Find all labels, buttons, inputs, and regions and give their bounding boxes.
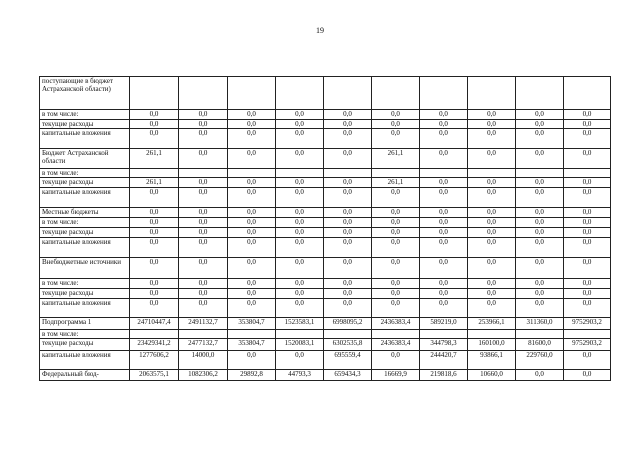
table-cell: 0,0 [564,289,611,299]
table-cell [179,77,228,110]
table-cell: 0,0 [516,299,564,318]
table-cell: 0,0 [372,258,420,279]
table-cell: 0,0 [179,110,228,120]
row-label: Подпрограмма 1 [40,318,130,330]
table-cell: 0,0 [564,208,611,218]
table-cell: 0,0 [372,299,420,318]
table-cell: 0,0 [372,228,420,238]
table-cell: 0,0 [420,208,468,218]
table-cell: 0,0 [228,120,276,129]
table-cell [179,330,228,339]
table-cell: 0,0 [420,129,468,149]
table-cell: 0,0 [468,238,516,258]
table-cell: 0,0 [228,238,276,258]
table-cell [468,330,516,339]
table-cell: 0,0 [228,178,276,188]
table-cell: 0,0 [420,289,468,299]
table-row [40,370,611,381]
table-cell: 0,0 [276,120,324,129]
table-row [40,279,611,289]
table-cell: 0,0 [130,299,179,318]
table-cell: 0,0 [179,279,228,289]
table-cell: 2436383,4 [372,318,420,330]
table-cell: 0,0 [468,188,516,208]
table-cell: 0,0 [276,258,324,279]
row-label: Местные бюджеты [40,208,130,218]
table-cell: 229760,0 [516,351,564,370]
table-cell: 0,0 [130,129,179,149]
table-row [40,178,611,188]
table-cell: 0,0 [228,218,276,228]
table-cell: 0,0 [130,218,179,228]
table-cell: 0,0 [420,299,468,318]
table-cell: 0,0 [324,178,372,188]
table-row [40,169,611,178]
table-cell: 0,0 [179,120,228,129]
row-label: в том числе: [40,169,130,178]
table-cell: 0,0 [420,258,468,279]
table-cell: 2063575,1 [130,370,179,381]
row-label: в том числе: [40,218,130,228]
row-label: в том числе: [40,330,130,339]
table-cell: 0,0 [564,351,611,370]
table-cell [372,330,420,339]
table-cell: 0,0 [179,188,228,208]
budget-table [39,76,611,381]
table-cell: 9752903,2 [564,339,611,351]
table-cell [372,169,420,178]
table-cell: 0,0 [516,289,564,299]
table-row [40,228,611,238]
table-cell: 0,0 [420,279,468,289]
table-row [40,238,611,258]
table-cell: 0,0 [324,120,372,129]
table-cell: 0,0 [468,208,516,218]
table-cell: 0,0 [130,188,179,208]
table-cell: 0,0 [324,299,372,318]
table-cell: 0,0 [516,228,564,238]
table-cell: 0,0 [276,129,324,149]
table-cell [468,169,516,178]
row-label: текущие расходы [40,228,130,238]
table-cell: 0,0 [228,351,276,370]
table-cell: 0,0 [179,149,228,169]
table-cell: 0,0 [276,279,324,289]
table-cell: 0,0 [564,299,611,318]
table-cell [179,169,228,178]
table-cell: 0,0 [276,188,324,208]
table-cell: 311360,0 [516,318,564,330]
table-row [40,330,611,339]
table-cell: 0,0 [516,279,564,289]
table-cell: 0,0 [276,299,324,318]
table-cell [564,330,611,339]
table-cell: 0,0 [276,351,324,370]
table-body [40,77,611,381]
table-cell: 0,0 [324,228,372,238]
row-label: поступающие в бюджет Астраханской области) [40,77,130,110]
table-cell: 0,0 [516,238,564,258]
table-cell: 0,0 [468,178,516,188]
table-cell: 0,0 [516,129,564,149]
table-cell [130,330,179,339]
table-cell: 0,0 [420,188,468,208]
table-row [40,120,611,129]
table-cell: 695559,4 [324,351,372,370]
table-cell: 0,0 [130,238,179,258]
row-label: Федеральный бюд- [40,370,130,381]
table-row [40,318,611,330]
table-cell: 0,0 [372,120,420,129]
table-cell: 0,0 [276,178,324,188]
table-cell: 0,0 [516,258,564,279]
table-cell: 0,0 [324,129,372,149]
table-cell: 0,0 [130,258,179,279]
table-cell: 14000,0 [179,351,228,370]
table-cell: 1520083,1 [276,339,324,351]
table-cell: 0,0 [372,129,420,149]
table-cell: 0,0 [564,370,611,381]
table-row [40,351,611,370]
table-cell: 2477132,7 [179,339,228,351]
table-cell: 0,0 [420,110,468,120]
table-cell: 0,0 [130,208,179,218]
table-cell: 0,0 [276,110,324,120]
table-cell: 261,1 [372,149,420,169]
table-cell: 0,0 [130,120,179,129]
row-label: текущие расходы [40,120,130,129]
row-label: Внебюджетные источники [40,258,130,279]
table-cell: 0,0 [516,370,564,381]
table-cell: 0,0 [228,208,276,218]
table-cell: 0,0 [372,351,420,370]
table-cell: 0,0 [564,188,611,208]
table-cell: 0,0 [564,129,611,149]
table-cell: 0,0 [516,188,564,208]
table-cell: 0,0 [276,289,324,299]
table-cell: 0,0 [372,218,420,228]
table-cell: 23429341,2 [130,339,179,351]
table-cell: 81600,0 [516,339,564,351]
table-cell [276,330,324,339]
table-cell: 0,0 [468,279,516,289]
table-cell: 0,0 [324,258,372,279]
table-cell: 0,0 [564,258,611,279]
table-cell: 0,0 [372,238,420,258]
table-cell [324,169,372,178]
table-row [40,258,611,279]
table-cell: 0,0 [179,299,228,318]
table-cell: 261,1 [130,178,179,188]
table-cell [516,330,564,339]
table-cell: 0,0 [228,228,276,238]
table-cell [420,169,468,178]
table-cell: 0,0 [372,279,420,289]
table-cell: 0,0 [179,218,228,228]
table-cell [516,169,564,178]
table-cell: 0,0 [420,218,468,228]
table-cell: 0,0 [276,228,324,238]
table-cell: 0,0 [564,149,611,169]
table-cell: 2436383,4 [372,339,420,351]
table-row [40,129,611,149]
table-cell: 93866,1 [468,351,516,370]
table-cell: 0,0 [276,218,324,228]
table-cell: 0,0 [564,279,611,289]
table-cell: 1523583,1 [276,318,324,330]
table-cell: 0,0 [516,110,564,120]
table-cell: 0,0 [324,218,372,228]
table-cell: 261,1 [372,178,420,188]
table-cell: 0,0 [324,110,372,120]
table-cell: 0,0 [564,228,611,238]
table-cell: 219818,6 [420,370,468,381]
table-cell: 244420,7 [420,351,468,370]
row-label: текущие расходы [40,339,130,351]
table-cell: 0,0 [468,289,516,299]
table-cell [420,330,468,339]
table-cell [276,169,324,178]
table-cell: 0,0 [130,289,179,299]
table-cell [324,330,372,339]
table-cell: 0,0 [179,289,228,299]
table-cell: 0,0 [372,188,420,208]
table-cell: 1082306,2 [179,370,228,381]
table-cell: 0,0 [468,218,516,228]
row-label: Бюджет Астраханской области [40,149,130,169]
table-cell: 160100,0 [468,339,516,351]
table-cell: 0,0 [324,208,372,218]
table-cell [564,77,611,110]
table-cell [468,77,516,110]
table-row [40,188,611,208]
page-number: 19 [316,26,324,35]
table-cell: 24710447,4 [130,318,179,330]
table-cell [324,77,372,110]
table-row [40,289,611,299]
table-row [40,299,611,318]
table-cell: 0,0 [324,188,372,208]
table-cell: 10660,0 [468,370,516,381]
row-label: капитальные вложения [40,188,130,208]
table-cell: 0,0 [130,228,179,238]
table-cell: 0,0 [420,228,468,238]
table-cell: 0,0 [516,218,564,228]
row-label: текущие расходы [40,289,130,299]
row-label: капитальные вложения [40,299,130,318]
table-cell: 0,0 [276,208,324,218]
table-cell: 0,0 [228,129,276,149]
table-cell: 0,0 [372,110,420,120]
table-cell: 0,0 [324,289,372,299]
table-row [40,218,611,228]
table-cell: 353804,7 [228,318,276,330]
table-cell: 0,0 [372,289,420,299]
table-cell: 6998095,2 [324,318,372,330]
table-cell: 0,0 [516,178,564,188]
table-cell: 0,0 [372,208,420,218]
table-cell: 0,0 [228,110,276,120]
table-cell: 0,0 [130,279,179,289]
row-label: в том числе: [40,279,130,289]
row-label: в том числе: [40,110,130,120]
table-cell: 0,0 [468,110,516,120]
table-cell: 0,0 [564,238,611,258]
table-cell [228,77,276,110]
table-cell: 1277606,2 [130,351,179,370]
table-cell: 0,0 [468,299,516,318]
table-cell: 0,0 [228,289,276,299]
table-cell: 0,0 [228,258,276,279]
row-label: капитальные вложения [40,351,130,370]
row-label: капитальные вложения [40,129,130,149]
table-cell: 353804,7 [228,339,276,351]
table-cell: 261,1 [130,149,179,169]
table-cell: 16669,9 [372,370,420,381]
table-cell: 0,0 [324,149,372,169]
table-cell: 0,0 [564,120,611,129]
table-cell: 0,0 [564,110,611,120]
table-cell: 9752903,2 [564,318,611,330]
table-cell: 0,0 [130,110,179,120]
table-cell: 0,0 [468,149,516,169]
table-cell: 29892,8 [228,370,276,381]
table-cell: 253966,1 [468,318,516,330]
row-label: текущие расходы [40,178,130,188]
table-cell: 0,0 [324,238,372,258]
table-cell: 0,0 [564,218,611,228]
table-cell: 2491132,7 [179,318,228,330]
table-cell [130,169,179,178]
table-cell: 659434,3 [324,370,372,381]
table-cell: 44793,3 [276,370,324,381]
table-cell: 0,0 [468,120,516,129]
table-row [40,77,611,110]
table-cell [228,169,276,178]
table-cell: 0,0 [564,178,611,188]
table-row [40,110,611,120]
table-cell: 0,0 [420,120,468,129]
table-cell: 0,0 [420,178,468,188]
table-cell [130,77,179,110]
table-cell: 0,0 [468,228,516,238]
table-cell: 0,0 [228,149,276,169]
table-cell: 0,0 [276,149,324,169]
table-cell [276,77,324,110]
table-cell: 0,0 [276,238,324,258]
table-cell: 0,0 [179,258,228,279]
table-cell: 0,0 [420,238,468,258]
table-cell: 0,0 [468,129,516,149]
table-cell: 0,0 [179,228,228,238]
table-cell: 0,0 [516,149,564,169]
table-cell: 0,0 [179,129,228,149]
table-cell: 0,0 [179,178,228,188]
table-cell: 589219,0 [420,318,468,330]
table-cell: 0,0 [516,120,564,129]
table-cell [564,169,611,178]
table-cell: 0,0 [228,299,276,318]
table-cell: 344798,3 [420,339,468,351]
table-row [40,339,611,351]
table-cell: 0,0 [420,149,468,169]
table-cell: 0,0 [468,258,516,279]
table-cell [420,77,468,110]
row-label: капитальные вложения [40,238,130,258]
table-cell: 6302535,8 [324,339,372,351]
table-row [40,149,611,169]
table-cell: 0,0 [179,208,228,218]
table-cell [372,77,420,110]
table-cell [516,77,564,110]
table-cell: 0,0 [179,238,228,258]
table-cell: 0,0 [324,279,372,289]
table-row [40,208,611,218]
table-cell: 0,0 [228,279,276,289]
table-cell: 0,0 [516,208,564,218]
table-cell [228,330,276,339]
table-cell: 0,0 [228,188,276,208]
